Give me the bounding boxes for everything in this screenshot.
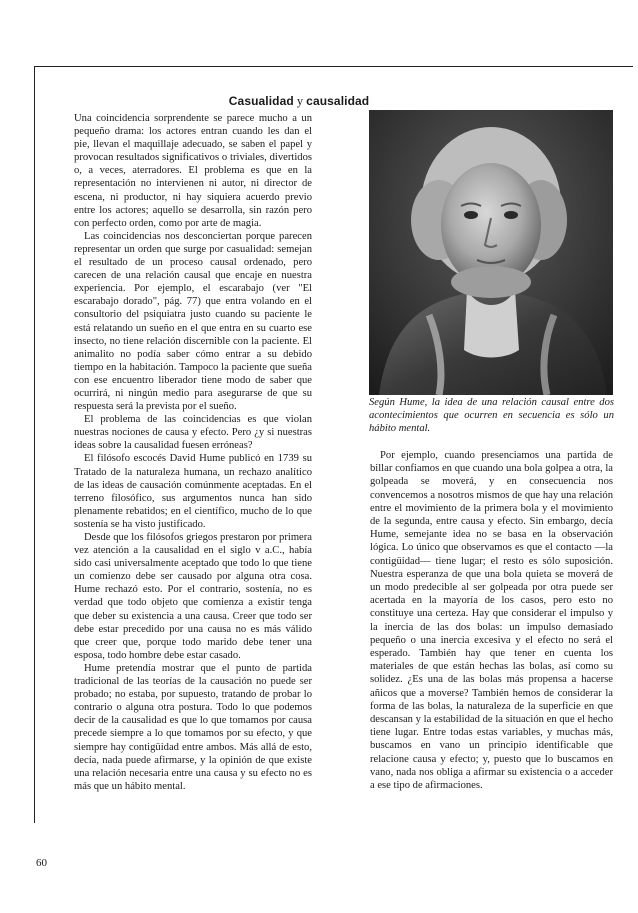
left-column bbox=[74, 112, 312, 793]
left-paragraph: Desde que los filósofos griegos prestaron por primera vez atención a la causalidad en el siglo v a.C., había sido casi universalmente aceptado que todo lo que tiene un comienzo debe ser causado por alguna otra cosa. Hume rechazó esto. Por el contrario, sostenía, no es verdad que todo objeto que comienza a existir tenga que deber su existencia a una causa. Creer que todo ser debe estar precedido por una causa no es más válido que creer que, porque todo marido debe tener una esposa, todo hombre debe estar casado. bbox=[74, 532, 312, 661]
page-number: 60 bbox=[36, 857, 47, 869]
right-column bbox=[370, 449, 613, 792]
left-paragraph: Las coincidencias nos desconciertan porque parecen representar un orden que surge por casualidad: semejan el resultado de un proceso causal ordenado, pero carecen de una relación causal que encaje en nuestra experiencia. Por ejemplo, el escarabajo (ver "El escarabajo dorado", pág. 77) que entra volando en el consultorio del psiquiatra justo cuando su paciente le está relatando un sueño en el que entra en su cuarto ese insecto, no tiene relación discernible con la paciente. El animalito no podía saber cómo entrar a su debido tiempo en la habitación. Tampoco la paciente que sueña con ese encuentro liberador tiene modo de saber que ocurrirá, ni ningún medio para asegurarse de que su respuesta será la prevista por el sueño. bbox=[74, 230, 312, 413]
left-paragraph: Una coincidencia sorprendente se parece mucho a un pequeño drama: los actores entran cuando les dan el pie, llevan el maquillaje adecuado, se saben el papel y provocan resultados significativos o triviales, divertidos o, a veces, aterradores. El problema es que en la representación no intervienen ni autor, ni director de escena, ni productor, ni hay siquiera acuerdo previo entre los actores; aquello se desarrolla, sin razón pero con perfecto orden, como por arte de magia. bbox=[74, 113, 312, 229]
left-paragraph: El problema de las coincidencias es que violan nuestras nociones de causa y efecto. Pero ¿y si nuestras ideas sobre la causalidad fuesen erróneas? bbox=[74, 414, 312, 452]
right-paragraph: Por ejemplo, cuando presenciamos una partida de billar confiamos en que cuando una bola golpea a otra, la golpeada se moverá, y en consecuencia nos convencemos a nosotros mismos de que hay una relación entre el movimiento de la primera bola y el movimiento de la segunda, entre causa y efecto. Sin embargo, decía Hume, semejante idea no se basa en la observación lógica. Lo único que observamos es que el contacto —la contigüidad— tiene lugar; el resto es sólo suposición. Nuestra esperanza de que una bola quieta se moverá de un modo predecible al ser golpeada por otra puede ser acertada en la mayoría de los casos, pero esto no constituye una certeza. Hay que considerar el impulso y la inercia de las dos bolas: un impulso demasiado pequeño o una inercia excesiva y el efecto no será el esperado. También hay que tener en cuenta los materiales de que están hechas las bolas, así como su solidez. ¿Es una de las bolas más propensa a hacerse añicos que a moverse? También hemos de considerar la forma de las bolas, la naturaleza de la superficie en que descansan y la estabilidad de la situación en que el hecho tiene lugar. Entre todas estas variables, y muchas más, buscamos en vano un principio identificable que relacione causa y efecto; y, puesto que lo buscamos en vano, nada nos obliga a afirmar su existencia o a acceder a ese tipo de afirmaciones. bbox=[370, 450, 613, 792]
title-part2: causalidad bbox=[306, 94, 370, 108]
title-and: y bbox=[296, 94, 304, 108]
hume-portrait-image bbox=[369, 110, 613, 395]
page-title bbox=[0, 94, 598, 109]
left-paragraph: Hume pretendía mostrar que el punto de partida tradicional de las teorías de la causación no puede ser probado; no estaba, por supuesto, tratando de probar lo contrario o alguna otra postura. Todo lo que podemos decir de la causalidad es que lo que tomamos por causa precede siempre a lo que tomamos por su efecto, y que siempre hay contigüidad entre ambos. Más allá de esto, decía, nada puede afirmarse, y la opinión de que existe una relación necesaria entre una causa y su efecto no es más que un hábito mental. bbox=[74, 662, 312, 792]
left-paragraph: El filósofo escocés David Hume publicó en 1739 su Tratado de la naturaleza humana, un rechazo analítico de las ideas de causación comúnmente aceptadas. En el terreno filosófico, sus argumentos nunca han sido plenamente rebatidos; en el científico, mucho de lo que sostenía se ha visto justificado. bbox=[74, 453, 312, 530]
portrait-caption: Según Hume, la idea de una relación causal entre dos acontecimientos que ocurren en secuencia es sólo un hábito mental. bbox=[369, 397, 614, 435]
title-part1: Casualidad bbox=[228, 94, 294, 108]
